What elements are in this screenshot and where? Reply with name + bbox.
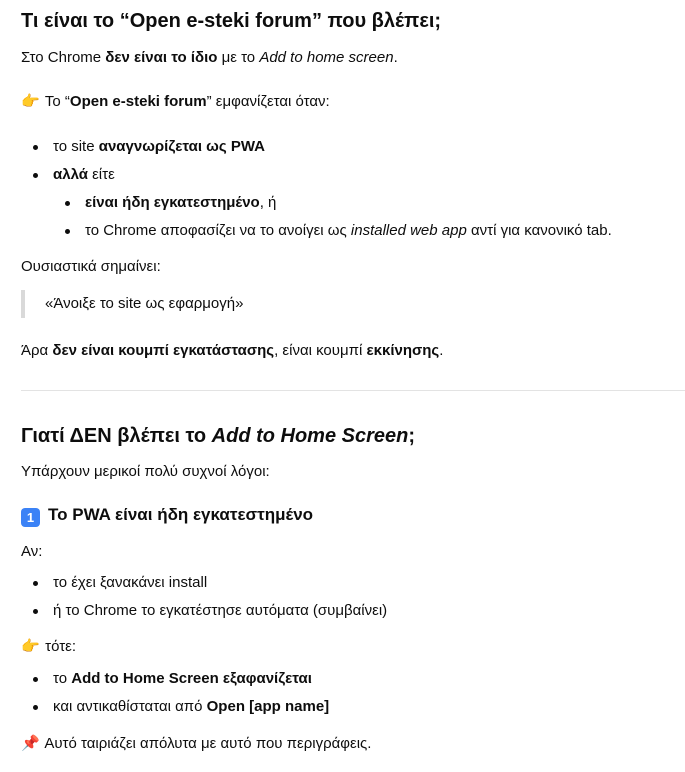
list-item: ή το Chrome το εγκατέστησε αυτόματα (συμβαίνει): [21, 600, 685, 628]
quote-text: «Άνοιξε το site ως εφαρμογή»: [45, 295, 244, 312]
list-item: [21, 164, 685, 192]
section-2-title: [21, 423, 415, 449]
sub-list-item: [21, 220, 685, 248]
pushpin-icon: 📌: [21, 735, 40, 752]
list-item: [21, 668, 685, 696]
list-item-bold: είναι ήδη εγκατεστημένο: [85, 194, 260, 211]
list-item-text-end: αντί για κανονικό tab.: [466, 222, 612, 239]
list-item-bold: αλλά: [53, 166, 88, 183]
conclusion-text-end: .: [439, 342, 444, 359]
pwa-conditions-list: [21, 136, 685, 248]
then-text: τότε:: [41, 638, 77, 655]
note-line: [21, 733, 371, 755]
reason-1-title: Το PWA είναι ήδη εγκατεστημένο: [48, 505, 314, 524]
blockquote: [21, 290, 243, 318]
list-item-italic: installed web app: [350, 222, 467, 239]
list-item: [21, 696, 685, 724]
list-item-text: είτε: [87, 166, 115, 183]
list-item-text: , ή: [259, 194, 277, 211]
then-results-list: [21, 668, 685, 724]
section-2-intro: Υπάρχουν μερικοί πολύ συχνοί λόγοι:: [21, 463, 270, 480]
if-label: Αν:: [21, 543, 43, 560]
pointer-line: [21, 91, 330, 113]
conclusion: [21, 340, 443, 362]
list-item-bold: Open [app name]: [206, 698, 330, 715]
list-item-text: και αντικαθίσταται από: [53, 698, 207, 715]
list-item-text: το: [53, 670, 72, 687]
meaning-label: Ουσιαστικά σημαίνει:: [21, 258, 161, 275]
section-1-title: Τι είναι το “Open e-steki forum” που βλέπει;: [21, 10, 442, 32]
pointer-bold: Open e-steki forum: [69, 93, 207, 110]
reason-1-heading: [21, 503, 313, 527]
title-text-end: ;: [408, 425, 416, 447]
pointing-hand-icon: 👉: [21, 93, 40, 110]
list-item-text: το site: [53, 138, 99, 155]
pointing-hand-icon: 👉: [21, 638, 40, 655]
list-item-bold: Add to Home Screen εξαφανίζεται: [71, 670, 312, 687]
list-item-bold: αναγνωρίζεται ως PWA: [98, 138, 265, 155]
intro-text-mid: με το: [217, 49, 260, 66]
pointer-text: Το “: [41, 93, 70, 110]
intro-italic: Add to home screen: [259, 49, 394, 66]
intro-text: Στο Chrome: [21, 49, 106, 66]
then-line: [21, 636, 76, 658]
keycap-one-icon: 1: [21, 508, 40, 527]
list-item: το έχει ξανακάνει install: [21, 572, 685, 600]
sub-list-item: [21, 192, 685, 220]
title-italic: Add to Home Screen: [211, 425, 409, 447]
section-1-intro: [21, 47, 398, 69]
intro-bold: δεν είναι το ίδιο: [105, 49, 218, 66]
conclusion-bold-2: εκκίνησης: [366, 342, 440, 359]
list-item: [21, 136, 685, 164]
conclusion-bold-1: δεν είναι κουμπί εγκατάστασης: [52, 342, 275, 359]
conclusion-text-mid: , είναι κουμπί: [274, 342, 367, 359]
title-text: Γιατί ΔΕΝ βλέπει το: [21, 425, 212, 447]
list-item-text: το Chrome αποφασίζει να το ανοίγει ως: [85, 222, 351, 239]
note-text: Αυτό ταιριάζει απόλυτα με αυτό που περιγράφεις.: [41, 735, 372, 752]
if-conditions-list: [21, 572, 685, 628]
pointer-text-end: ” εμφανίζεται όταν:: [206, 93, 330, 110]
section-divider: [21, 390, 685, 391]
conclusion-text: Άρα: [21, 342, 53, 359]
intro-text-end: .: [393, 49, 398, 66]
